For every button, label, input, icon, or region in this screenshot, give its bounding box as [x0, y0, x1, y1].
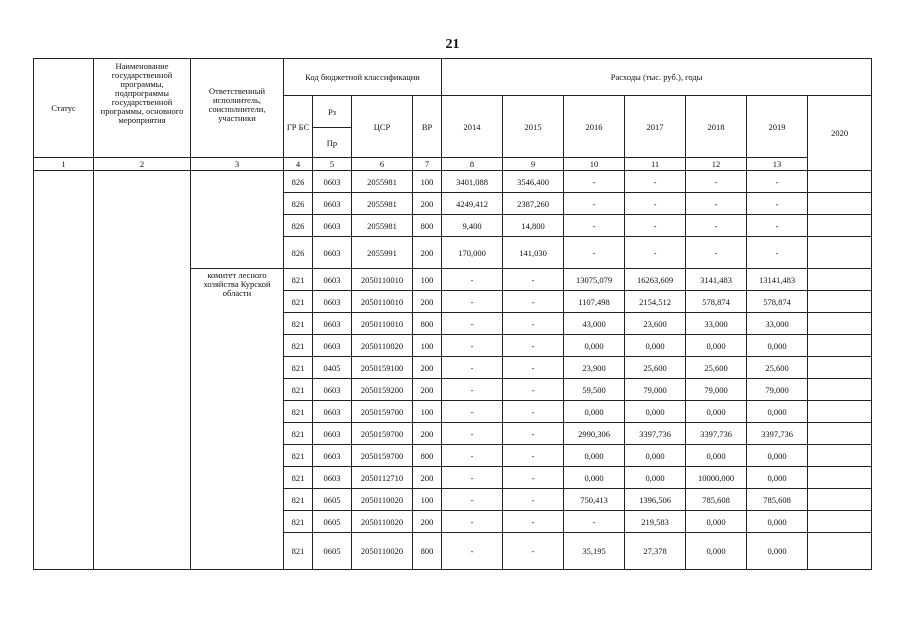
header-vr: ВР — [413, 96, 442, 158]
rzpr-cell: 0603 — [313, 193, 352, 215]
y2015-cell: 2387,260 — [503, 193, 564, 215]
column-number: 10 — [564, 158, 625, 171]
y2014-cell: - — [442, 401, 503, 423]
executor-cell: комитет лесного хозяйства Курской области — [191, 269, 284, 570]
y2017-cell: - — [625, 171, 686, 193]
csr-cell: 2050159700 — [352, 445, 413, 467]
y2015-cell: - — [503, 269, 564, 291]
y2014-cell: - — [442, 511, 503, 533]
y2018-cell: - — [686, 171, 747, 193]
header-year-2016: 2016 — [564, 96, 625, 158]
y2018-cell: 0,000 — [686, 335, 747, 357]
y2017-cell: 79,000 — [625, 379, 686, 401]
y2017-cell: 2154,512 — [625, 291, 686, 313]
rzpr-cell: 0603 — [313, 379, 352, 401]
y2018-cell: 3141,483 — [686, 269, 747, 291]
y2017-cell: 3397,736 — [625, 423, 686, 445]
grbs-cell: 821 — [284, 313, 313, 335]
grbs-cell: 821 — [284, 445, 313, 467]
y2016-cell: - — [564, 215, 625, 237]
grbs-cell: 821 — [284, 379, 313, 401]
csr-cell: 2050110020 — [352, 511, 413, 533]
rzpr-cell: 0605 — [313, 533, 352, 570]
column-number: 5 — [313, 158, 352, 171]
rzpr-cell: 0603 — [313, 291, 352, 313]
y2015-cell: 141,030 — [503, 237, 564, 269]
vr-cell: 200 — [413, 467, 442, 489]
y2017-cell: 16263,609 — [625, 269, 686, 291]
y2014-cell: - — [442, 423, 503, 445]
vr-cell: 200 — [413, 291, 442, 313]
y2016-cell: 0,000 — [564, 445, 625, 467]
header-year-2014: 2014 — [442, 96, 503, 158]
y2015-cell: - — [503, 291, 564, 313]
y2020-cell — [808, 467, 872, 489]
y2017-cell: 0,000 — [625, 335, 686, 357]
y2017-cell: - — [625, 215, 686, 237]
y2014-cell: 9,400 — [442, 215, 503, 237]
vr-cell: 200 — [413, 357, 442, 379]
page-number: 21 — [445, 37, 460, 52]
y2016-cell: - — [564, 237, 625, 269]
rzpr-cell: 0603 — [313, 313, 352, 335]
grbs-cell: 821 — [284, 357, 313, 379]
rzpr-cell: 0603 — [313, 237, 352, 269]
y2018-cell: 33,000 — [686, 313, 747, 335]
csr-cell: 2050159200 — [352, 379, 413, 401]
y2016-cell: 23,900 — [564, 357, 625, 379]
y2019-cell: 578,874 — [747, 291, 808, 313]
y2014-cell: - — [442, 467, 503, 489]
y2015-cell: - — [503, 489, 564, 511]
header-program-name: Наименование государственной программы, подпрограммы государственной программы, основного мероприятия — [94, 59, 191, 158]
y2015-cell: - — [503, 401, 564, 423]
y2020-cell — [808, 489, 872, 511]
y2016-cell: - — [564, 511, 625, 533]
csr-cell: 2050159100 — [352, 357, 413, 379]
y2015-cell: - — [503, 423, 564, 445]
y2017-cell: 0,000 — [625, 445, 686, 467]
y2018-cell: 0,000 — [686, 445, 747, 467]
y2015-cell: - — [503, 379, 564, 401]
grbs-cell: 821 — [284, 511, 313, 533]
executor-cell-empty — [191, 171, 284, 269]
rzpr-cell: 0603 — [313, 423, 352, 445]
csr-cell: 2050110010 — [352, 291, 413, 313]
y2020-cell — [808, 171, 872, 193]
column-number: 3 — [191, 158, 284, 171]
csr-cell: 2055981 — [352, 193, 413, 215]
vr-cell: 200 — [413, 193, 442, 215]
y2020-cell — [808, 401, 872, 423]
csr-cell: 2050110010 — [352, 313, 413, 335]
y2016-cell: 750,413 — [564, 489, 625, 511]
y2015-cell: 3546,400 — [503, 171, 564, 193]
vr-cell: 800 — [413, 445, 442, 467]
y2016-cell: 43,000 — [564, 313, 625, 335]
y2019-cell: - — [747, 171, 808, 193]
y2020-cell — [808, 193, 872, 215]
y2019-cell: - — [747, 193, 808, 215]
vr-cell: 100 — [413, 401, 442, 423]
y2017-cell: 27,378 — [625, 533, 686, 570]
rzpr-cell: 0603 — [313, 445, 352, 467]
program-name-cell — [94, 171, 191, 570]
header-grbs: ГР БС — [284, 96, 313, 158]
y2020-cell — [808, 237, 872, 269]
y2020-cell — [808, 291, 872, 313]
y2018-cell: - — [686, 193, 747, 215]
column-number-row — [34, 158, 872, 171]
y2014-cell: - — [442, 445, 503, 467]
y2017-cell: 0,000 — [625, 401, 686, 423]
y2020-cell — [808, 335, 872, 357]
vr-cell: 200 — [413, 237, 442, 269]
y2016-cell: 0,000 — [564, 401, 625, 423]
y2016-cell: - — [564, 171, 625, 193]
vr-cell: 100 — [413, 335, 442, 357]
grbs-cell: 826 — [284, 237, 313, 269]
column-number: 11 — [625, 158, 686, 171]
y2019-cell: 0,000 — [747, 445, 808, 467]
rzpr-cell: 0603 — [313, 171, 352, 193]
header-executor: Ответственный исполнитель, соисполнители, участники — [191, 59, 284, 158]
csr-cell: 2050159700 — [352, 423, 413, 445]
y2020-cell — [808, 215, 872, 237]
grbs-cell: 821 — [284, 269, 313, 291]
column-number: 6 — [352, 158, 413, 171]
y2016-cell: 2990,306 — [564, 423, 625, 445]
column-number: 8 — [442, 158, 503, 171]
y2016-cell: 35,195 — [564, 533, 625, 570]
header-csr: ЦСР — [352, 96, 413, 158]
column-number: 12 — [686, 158, 747, 171]
vr-cell: 800 — [413, 215, 442, 237]
header-year-2017: 2017 — [625, 96, 686, 158]
rzpr-cell: 0603 — [313, 401, 352, 423]
column-number: 2 — [94, 158, 191, 171]
table-body — [34, 59, 872, 570]
grbs-cell: 821 — [284, 401, 313, 423]
y2015-cell: - — [503, 335, 564, 357]
header-rz: Рз — [313, 96, 352, 128]
vr-cell: 100 — [413, 269, 442, 291]
csr-cell: 2050110020 — [352, 335, 413, 357]
y2014-cell: - — [442, 489, 503, 511]
y2019-cell: 0,000 — [747, 467, 808, 489]
column-number: 1 — [34, 158, 94, 171]
y2016-cell: 1107,498 — [564, 291, 625, 313]
budget-table — [33, 58, 872, 570]
y2015-cell: - — [503, 467, 564, 489]
grbs-cell: 821 — [284, 291, 313, 313]
rzpr-cell: 0603 — [313, 467, 352, 489]
y2020-cell — [808, 357, 872, 379]
grbs-cell: 821 — [284, 467, 313, 489]
y2014-cell: - — [442, 313, 503, 335]
csr-cell: 2050159700 — [352, 401, 413, 423]
y2014-cell: 3401,088 — [442, 171, 503, 193]
grbs-cell: 826 — [284, 171, 313, 193]
y2015-cell: 14,800 — [503, 215, 564, 237]
y2019-cell: 0,000 — [747, 401, 808, 423]
grbs-cell: 826 — [284, 193, 313, 215]
y2016-cell: 0,000 — [564, 467, 625, 489]
y2019-cell: 0,000 — [747, 511, 808, 533]
y2020-cell — [808, 269, 872, 291]
csr-cell: 2050110020 — [352, 533, 413, 570]
y2014-cell: - — [442, 335, 503, 357]
rzpr-cell: 0603 — [313, 335, 352, 357]
rzpr-cell: 0605 — [313, 489, 352, 511]
csr-cell: 2055981 — [352, 215, 413, 237]
grbs-cell: 826 — [284, 215, 313, 237]
y2019-cell: 0,000 — [747, 335, 808, 357]
rzpr-cell: 0405 — [313, 357, 352, 379]
y2019-cell: - — [747, 215, 808, 237]
header-year-2020: 2020 — [808, 96, 872, 171]
status-cell — [34, 171, 94, 570]
y2018-cell: 3397,736 — [686, 423, 747, 445]
y2014-cell: - — [442, 533, 503, 570]
column-number: 9 — [503, 158, 564, 171]
y2017-cell: 0,000 — [625, 467, 686, 489]
y2019-cell: - — [747, 237, 808, 269]
y2015-cell: - — [503, 445, 564, 467]
y2018-cell: - — [686, 237, 747, 269]
y2016-cell: - — [564, 193, 625, 215]
grbs-cell: 821 — [284, 335, 313, 357]
y2015-cell: - — [503, 511, 564, 533]
y2017-cell: - — [625, 237, 686, 269]
column-number: 7 — [413, 158, 442, 171]
y2015-cell: - — [503, 357, 564, 379]
y2019-cell: 13141,483 — [747, 269, 808, 291]
y2020-cell — [808, 511, 872, 533]
y2017-cell: - — [625, 193, 686, 215]
y2018-cell: 10000,000 — [686, 467, 747, 489]
vr-cell: 100 — [413, 489, 442, 511]
rzpr-cell: 0603 — [313, 269, 352, 291]
y2014-cell: 170,000 — [442, 237, 503, 269]
column-number: 4 — [284, 158, 313, 171]
y2020-cell — [808, 379, 872, 401]
y2014-cell: - — [442, 291, 503, 313]
csr-cell: 2050112710 — [352, 467, 413, 489]
y2014-cell: - — [442, 379, 503, 401]
y2015-cell: - — [503, 313, 564, 335]
column-number: 13 — [747, 158, 808, 171]
y2014-cell: - — [442, 357, 503, 379]
vr-cell: 100 — [413, 171, 442, 193]
y2019-cell: 33,000 — [747, 313, 808, 335]
y2020-cell — [808, 313, 872, 335]
header-status: Статус — [34, 59, 94, 158]
header-year-2018: 2018 — [686, 96, 747, 158]
y2018-cell: - — [686, 215, 747, 237]
y2020-cell — [808, 533, 872, 570]
vr-cell: 200 — [413, 511, 442, 533]
y2018-cell: 0,000 — [686, 533, 747, 570]
y2016-cell: 59,500 — [564, 379, 625, 401]
y2018-cell: 0,000 — [686, 511, 747, 533]
y2014-cell: 4249,412 — [442, 193, 503, 215]
vr-cell: 800 — [413, 313, 442, 335]
rzpr-cell: 0603 — [313, 215, 352, 237]
csr-cell: 2050110010 — [352, 269, 413, 291]
y2017-cell: 25,600 — [625, 357, 686, 379]
y2017-cell: 23,600 — [625, 313, 686, 335]
y2018-cell: 79,000 — [686, 379, 747, 401]
y2018-cell: 578,874 — [686, 291, 747, 313]
vr-cell: 200 — [413, 379, 442, 401]
y2019-cell: 3397,736 — [747, 423, 808, 445]
grbs-cell: 821 — [284, 533, 313, 570]
vr-cell: 800 — [413, 533, 442, 570]
header-pr: Пр — [313, 128, 352, 158]
grbs-cell: 821 — [284, 423, 313, 445]
y2018-cell: 785,608 — [686, 489, 747, 511]
y2017-cell: 1396,506 — [625, 489, 686, 511]
y2015-cell: - — [503, 533, 564, 570]
csr-cell: 2050110020 — [352, 489, 413, 511]
vr-cell: 200 — [413, 423, 442, 445]
csr-cell: 2055981 — [352, 171, 413, 193]
header-budget-code: Код бюджетной классификации — [284, 59, 442, 96]
table-row — [34, 171, 872, 193]
grbs-cell: 821 — [284, 489, 313, 511]
y2020-cell — [808, 423, 872, 445]
y2019-cell: 785,608 — [747, 489, 808, 511]
y2020-cell — [808, 445, 872, 467]
csr-cell: 2055991 — [352, 237, 413, 269]
y2019-cell: 25,600 — [747, 357, 808, 379]
y2019-cell: 0,000 — [747, 533, 808, 570]
y2016-cell: 13075,079 — [564, 269, 625, 291]
y2018-cell: 0,000 — [686, 401, 747, 423]
header-year-2015: 2015 — [503, 96, 564, 158]
y2017-cell: 219,583 — [625, 511, 686, 533]
y2018-cell: 25,600 — [686, 357, 747, 379]
y2014-cell: - — [442, 269, 503, 291]
rzpr-cell: 0605 — [313, 511, 352, 533]
y2016-cell: 0,000 — [564, 335, 625, 357]
y2019-cell: 79,000 — [747, 379, 808, 401]
header-year-2019: 2019 — [747, 96, 808, 158]
header-expenses: Расходы (тыс. руб.), годы — [442, 59, 872, 96]
